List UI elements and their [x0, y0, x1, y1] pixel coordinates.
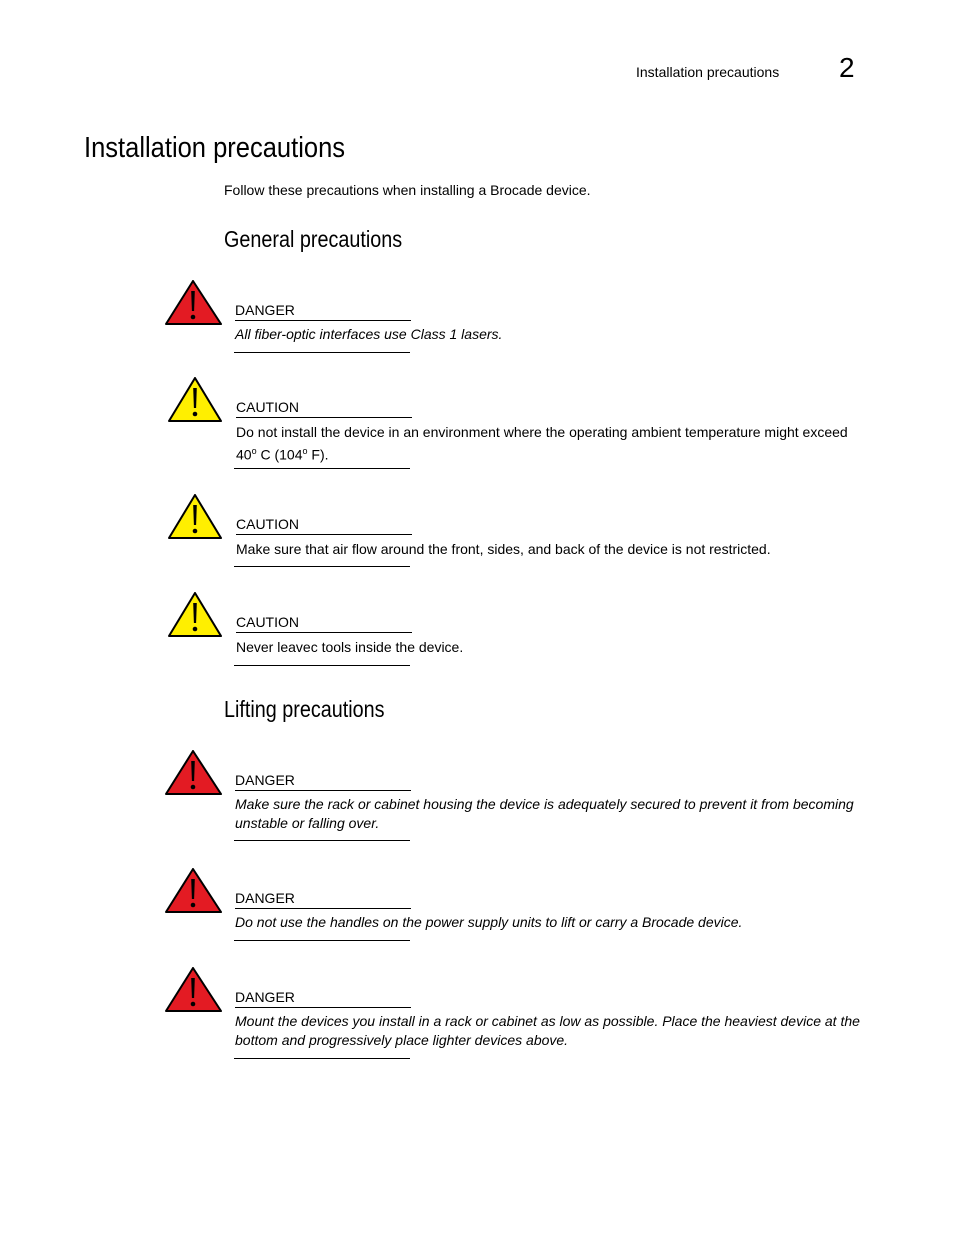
notice-end-rule: [234, 352, 410, 353]
notice-label: DANGER: [235, 772, 411, 791]
notice-label: DANGER: [235, 302, 411, 321]
notice-text-part: Do not install the device in an environment where the operating ambient temperature might exceed 40: [236, 424, 848, 463]
notice-end-rule: [234, 940, 410, 941]
danger-icon: [165, 967, 222, 1013]
notice-text: All fiber-optic interfaces use Class 1 lasers.: [235, 326, 503, 342]
notice-label: CAUTION: [236, 399, 412, 418]
notice-text: Make sure the rack or cabinet housing the device is adequately secured to prevent it from becoming unstable or falling over.: [235, 796, 854, 831]
danger-icon: [165, 280, 222, 326]
danger-icon: [165, 868, 222, 914]
notice-text: Make sure that air flow around the front, sides, and back of the device is not restricted.: [236, 541, 771, 557]
notice-text: Never leavec tools inside the device.: [236, 639, 464, 655]
degree-symbol: o: [251, 446, 257, 456]
degree-symbol: o: [302, 446, 308, 456]
caution-icon: [165, 592, 222, 638]
notice-label: CAUTION: [236, 614, 412, 633]
intro-text: Follow these precautions when installing a Brocade device.: [224, 182, 591, 198]
caution-icon: [165, 494, 222, 540]
notice-text-part: F).: [307, 446, 329, 463]
notice-end-rule: [234, 1058, 410, 1059]
notice-label: DANGER: [235, 989, 411, 1008]
notice-end-rule: [234, 665, 410, 666]
notice-text: Mount the devices you install in a rack or cabinet as low as possible. Place the heaviest device at the bottom and progressively place lighter devices above.: [235, 1013, 860, 1048]
caution-icon: [165, 377, 222, 423]
running-header: Installation precautions: [636, 64, 780, 80]
danger-icon: [165, 750, 222, 796]
notice-label: DANGER: [235, 890, 411, 909]
notice-end-rule: [234, 566, 410, 567]
notice-text: Do not use the handles on the power supply units to lift or carry a Brocade device.: [235, 914, 743, 930]
notice-end-rule: [234, 840, 410, 841]
section-title-general: General precautions: [224, 226, 403, 252]
chapter-number: 2: [839, 52, 855, 83]
page-title: Installation precautions: [84, 132, 346, 164]
notice-label: CAUTION: [236, 516, 412, 535]
notice-text-part: C (104: [256, 446, 303, 463]
section-title-lifting: Lifting precautions: [224, 696, 385, 722]
notice-text: [236, 423, 871, 465]
notice-end-rule: [234, 468, 410, 469]
